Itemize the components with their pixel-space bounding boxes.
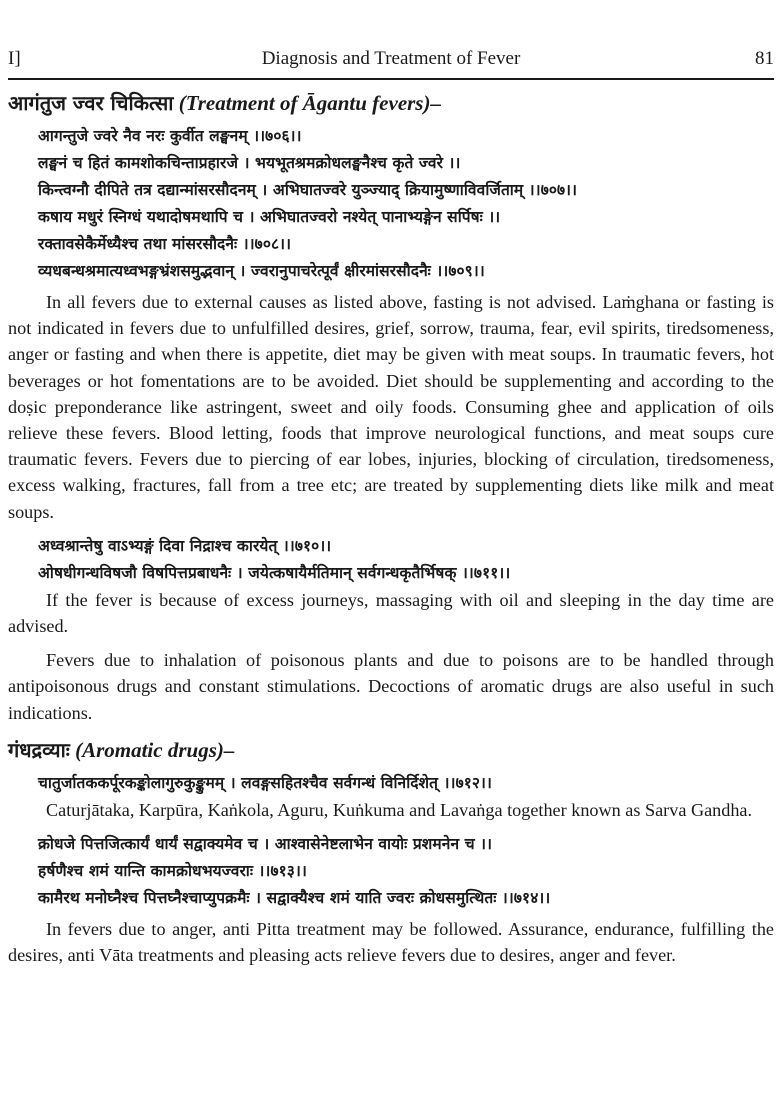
page-body [8, 87, 774, 968]
heading-sanskrit: गंधद्रव्याः [8, 737, 70, 762]
verse-line: हर्षणैश्च शमं यान्ति कामक्रोधभयज्वराः ।।७१३।। [38, 862, 307, 881]
page-number: 81 [755, 48, 774, 69]
paragraph-external-fevers: In all fevers due to external causes as listed above, fasting is not advised. Laṁghana or fasting is not indicated in fevers due to unfulfilled desires, grief, sorrow, trauma, fear, evil spirits, tiredsomeness, anger or fasting and when there is appetite, diet may be given with meat soups. In traumatic fevers, hot beverages or hot fomentations are to be avoided. Diet should be supplementing and according to the doṣic preponderance like astringent, sweet and oily foods. Consuming ghee and application of oils relieve these fevers. Blood letting, foods that improve neurological functions, and meat soups cure traumatic fevers. Fevers due to piercing of ear lobes, injuries, blocking of circulation, tiredsomeness, excess walking, fractures, fall from a tree etc; are treated by supplementing diets like milk and meat soups. [8, 292, 774, 522]
heading-english: (Treatment of Āgantu fevers)– [178, 91, 441, 115]
running-head [8, 46, 774, 72]
verse-line: लङ्घनं च हितं कामशोकचिन्ताप्रहारजे । भयभूतश्रमक्रोधलङ्घनैश्च कृते ज्वरे ।। [38, 154, 461, 172]
verse-block [8, 123, 774, 285]
section-heading-aromatic-drugs [8, 734, 774, 766]
paragraph-anger-fevers: In fevers due to anger, anti Pitta treatment may be followed. Assurance, endurance, fulfilling the desires, anti Vāta treatments and pleasing acts relieve fevers due to desires, anger and fever. [8, 919, 774, 966]
verse-line: कषाय मधुरं स्निग्धं यथादोषमथापि च । अभिघातज्वरो नश्येत् पानाभ्यङ्गेन सर्पिषः ।। [38, 208, 501, 226]
verse-line: क्रोधजे पित्तजित्कार्यं धार्यं सद्वाक्यमेव च । आश्वासेनेष्टलाभेन वायोः प्रशमनेन च ।। [38, 835, 493, 854]
page-title: Diagnosis and Treatment of Fever [261, 48, 521, 69]
paragraph-journeys: If the fever is because of excess journeys, massaging with oil and sleeping in the day time are advised. [8, 589, 774, 637]
header-divider [8, 78, 774, 80]
verse-block [8, 770, 774, 797]
heading-sanskrit: आगंतुज ज्वर चिकित्सा [8, 91, 174, 115]
chapter-marker: I] [8, 48, 21, 69]
heading-english: (Aromatic drugs)– [75, 737, 235, 762]
verse-line: किन्त्वग्नौ दीपिते तत्र दद्यान्मांसरसौदनम् । अभिघातज्वरे युञ्ज्याद् क्रियामुष्णाविवर्जिताम् ।।७०७।। [38, 181, 578, 199]
verse-line: व्यधबन्धश्रमात्यध्वभङ्गभ्रंशसमुद्भवान् । ज्वरानुपाचरेत्पूर्वं क्षीरमांसरसौदनैः ।।७०९।। [38, 262, 485, 280]
verse-block [8, 831, 774, 912]
section-heading-agantu [8, 87, 774, 119]
verse-block [8, 533, 774, 587]
paragraph-poisons: Fevers due to inhalation of poisonous plants and due to poisons are to be handled through antipoisonous drugs and constant stimulations. Decoctions of aromatic drugs are also useful in such indications. [8, 650, 774, 723]
paragraph-sarva-gandha: Caturjātaka, Karpūra, Kaṅkola, Aguru, Kuṅkuma and Lavaṅga together known as Sarva Gandha. [46, 799, 753, 820]
verse-line: अध्वश्रान्तेषु वाऽभ्यङ्गं दिवा निद्राश्च कारयेत् ।।७१०।। [38, 536, 332, 555]
verse-line: आगन्तुजे ज्वरे नैव नरः कुर्वीत लङ्घनम् ।।७०६।। [38, 127, 302, 145]
verse-line: रक्तावसेकैर्मेध्यैश्च तथा मांसरसौदनैः ।।७०८।। [38, 235, 292, 253]
verse-line: कामैरथ मनोघ्नैश्च पित्तघ्नैश्चाप्युपक्रमैः । सद्वाक्यैश्च शमं याति ज्वरः क्रोधसमुत्थितः ।।७१४।। [38, 889, 551, 908]
verse-line: चातुर्जातककर्पूरकङ्कोलागुरुकुङ्कुमम् । लवङ्गसहितश्चैव सर्वगन्धं विनिर्दिशेत् ।।७१२।। [38, 773, 492, 792]
verse-line: ओषधीगन्धविषजौ विषपित्तप्रबाधनैः । जयेत्कषायैर्मतिमान् सर्वगन्धकृतैर्भिषक् ।।७११।। [38, 563, 511, 582]
